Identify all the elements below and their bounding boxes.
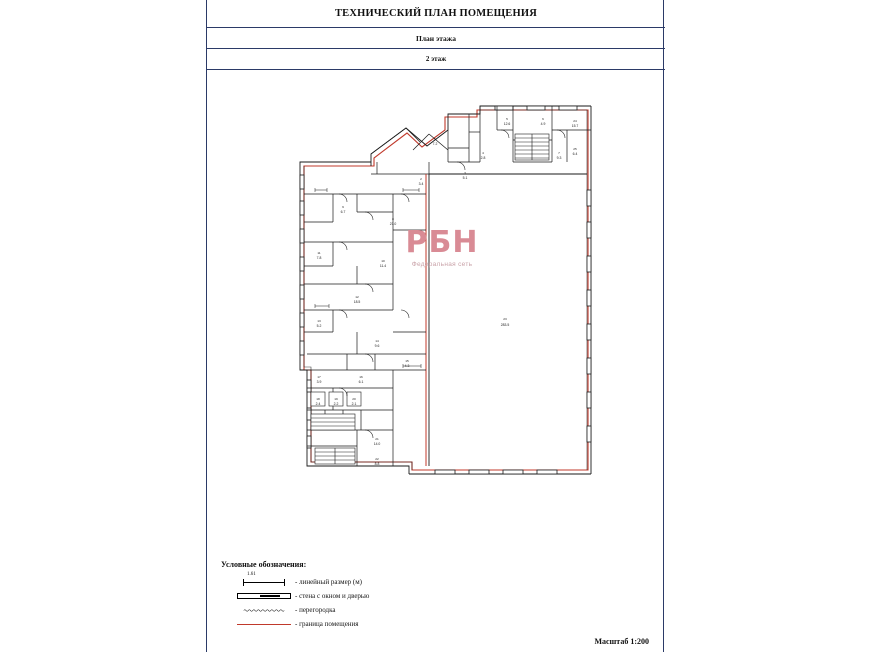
svg-text:8.8: 8.8: [374, 462, 380, 466]
svg-text:7.2: 7.2: [432, 142, 438, 146]
svg-text:24: 24: [573, 119, 577, 123]
room-label: [317, 375, 322, 384]
window-marks-left: [300, 175, 311, 448]
room-labels: [316, 117, 579, 466]
svg-text:2.8: 2.8: [480, 156, 486, 160]
svg-text:10: 10: [381, 259, 385, 263]
partition-symbol: [229, 603, 295, 617]
svg-text:4: 4: [482, 151, 484, 155]
svg-text:11.4: 11.4: [379, 264, 387, 268]
room-label: [405, 359, 410, 368]
legend-item-partition: [229, 603, 651, 617]
stair-lower: [311, 414, 355, 464]
room-label: [463, 171, 468, 180]
svg-text:7.8: 7.8: [316, 256, 322, 260]
boundary-symbol: [229, 617, 295, 631]
room-label: [354, 295, 361, 304]
scale-label: Масштаб 1:200: [594, 637, 649, 646]
dimension-sample-value: 1.61: [247, 572, 256, 577]
svg-text:22: 22: [375, 457, 379, 461]
document-subtitle: План этажа: [207, 28, 665, 49]
legend: [221, 560, 651, 631]
svg-text:6.4: 6.4: [572, 152, 578, 156]
room-label: [573, 147, 578, 156]
room-label: [390, 217, 397, 226]
svg-text:20: 20: [352, 397, 356, 401]
svg-text:2: 2: [420, 177, 422, 181]
room-label: [419, 177, 424, 186]
svg-text:283.5: 283.5: [500, 323, 510, 327]
room-label: [317, 251, 322, 260]
legend-label-boundary: - граница помещения: [295, 620, 359, 628]
floor-label: 2 этаж: [207, 49, 665, 70]
dimension-symbol: [229, 572, 295, 589]
room-label: [380, 259, 386, 268]
svg-text:4.9: 4.9: [540, 122, 546, 126]
svg-text:3.4: 3.4: [418, 182, 424, 186]
window-marks-top: [495, 106, 577, 110]
watermark-logo: РБН: [405, 225, 479, 260]
svg-text:15.7: 15.7: [571, 124, 579, 128]
svg-text:4.3: 4.3: [404, 364, 410, 368]
room-label: [375, 339, 380, 348]
svg-text:1: 1: [434, 137, 436, 141]
svg-text:7: 7: [558, 151, 560, 155]
svg-text:17: 17: [317, 375, 321, 379]
left-gutter: [0, 0, 206, 652]
room-label: [504, 117, 511, 126]
svg-text:2.1: 2.1: [351, 402, 357, 406]
room-label: [359, 375, 364, 384]
svg-text:12: 12: [355, 295, 359, 299]
svg-text:5: 5: [506, 117, 508, 121]
room-label: [541, 117, 546, 126]
room-label: [481, 151, 486, 160]
room-label: [375, 457, 380, 466]
svg-text:6: 6: [542, 117, 544, 121]
svg-text:2.4: 2.4: [315, 402, 321, 406]
svg-text:19: 19: [334, 397, 338, 401]
legend-item-boundary: [229, 617, 651, 631]
svg-text:8: 8: [392, 217, 394, 221]
hall-partition: [429, 174, 587, 466]
room-label: [572, 119, 579, 128]
svg-text:18: 18: [316, 397, 320, 401]
svg-text:25: 25: [573, 147, 577, 151]
room-label: [374, 437, 381, 446]
svg-text:21.0: 21.0: [389, 222, 397, 226]
svg-text:16: 16: [359, 375, 363, 379]
legend-title: Условные обозначения:: [221, 560, 307, 569]
svg-text:11: 11: [317, 251, 321, 255]
watermark-subtitle: Федеральная сеть: [411, 261, 473, 268]
svg-text:14.0: 14.0: [373, 442, 381, 446]
wall-symbol: [229, 589, 295, 603]
room-label: [317, 319, 322, 328]
room-label: [501, 317, 510, 327]
svg-text:15: 15: [405, 359, 409, 363]
window-marks-bottom: [435, 470, 557, 474]
svg-text:3: 3: [464, 171, 466, 175]
floor-plan-drawing: [207, 70, 665, 540]
legend-item-wall: [229, 589, 651, 603]
document-title: ТЕХНИЧЕСКИЙ ПЛАН ПОМЕЩЕНИЯ: [207, 0, 665, 28]
svg-text:9: 9: [342, 205, 344, 209]
svg-text:21: 21: [375, 437, 379, 441]
stair-upper: [515, 134, 549, 160]
svg-text:3.9: 3.9: [316, 380, 322, 384]
svg-text:12.6: 12.6: [503, 122, 511, 126]
svg-text:6.1: 6.1: [358, 380, 364, 384]
svg-text:9.3: 9.3: [556, 156, 562, 160]
right-gutter: [664, 0, 870, 652]
svg-text:13: 13: [317, 319, 321, 323]
document-sheet: [206, 0, 664, 652]
svg-text:14: 14: [375, 339, 379, 343]
room-label: [557, 151, 562, 160]
svg-text:18.5: 18.5: [353, 300, 361, 304]
svg-text:2.2: 2.2: [333, 402, 339, 406]
svg-text:5.1: 5.1: [462, 176, 468, 180]
partitions-upper: [371, 106, 591, 174]
legend-item-dimension: [229, 572, 651, 589]
svg-text:6.7: 6.7: [340, 210, 346, 214]
svg-text:5.2: 5.2: [316, 324, 322, 328]
svg-text:23: 23: [503, 317, 507, 321]
svg-text:9.6: 9.6: [374, 344, 380, 348]
legend-label-wall: - стена с окном и дверью: [295, 592, 370, 600]
dimension-ticks: [315, 188, 421, 368]
legend-label-dimension: - линейный размер (м): [295, 578, 363, 586]
legend-label-partition: - перегородка: [295, 606, 336, 614]
room-label: [341, 205, 346, 214]
